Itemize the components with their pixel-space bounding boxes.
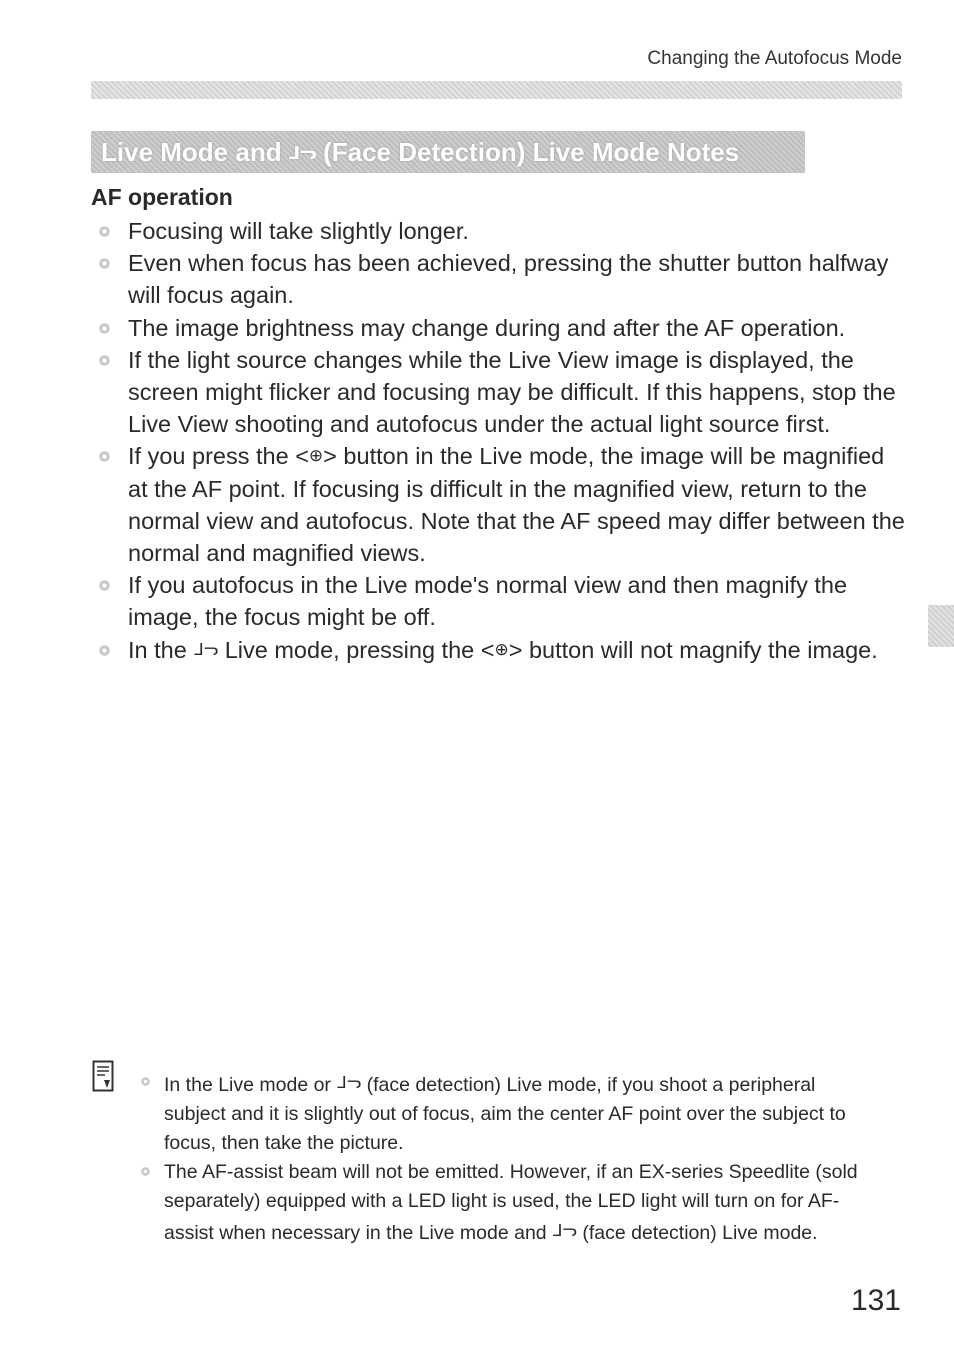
face-detection-icon: ᒧᓓ — [552, 1221, 577, 1240]
af-operation-list — [91, 215, 906, 666]
bullet-icon — [99, 323, 110, 334]
note-text: (face detection) Live mode. — [576, 1222, 818, 1244]
section-title-prefix: Live Mode and — [101, 137, 289, 167]
list-item-text: In the — [128, 636, 194, 663]
note-item — [135, 1158, 875, 1248]
list-item-text: If you autofocus in the Live mode's normal view and then magnify the image, the focus might be off. — [128, 572, 848, 631]
list-item — [91, 569, 906, 633]
face-detection-icon: ᒧᓓ — [336, 1073, 362, 1092]
list-item-text: > button will not magnify the image. — [508, 636, 878, 663]
note-text: The AF-assist beam will not be emitted. However, if an EX-series Speedlite (sold separately) equipped with a LED light is used, the LED light will turn on for AF-assist when necessary in the Live mode and — [164, 1161, 858, 1244]
section-title-suffix: (Face Detection) Live Mode Notes — [315, 137, 740, 167]
list-item-text: If the light source changes while the Live View image is displayed, the screen might flicker and focusing may be difficult. If this happens, stop the Live View shooting and autofocus under the actual light source first. — [128, 346, 896, 438]
list-item — [91, 312, 906, 344]
bullet-icon — [141, 1077, 150, 1086]
notes-list — [135, 1068, 875, 1248]
list-item — [91, 634, 906, 666]
list-item — [91, 440, 906, 569]
running-header: Changing the Autofocus Mode — [647, 48, 902, 69]
note-icon — [92, 1060, 114, 1092]
list-item — [91, 344, 906, 441]
bullet-icon — [99, 258, 110, 269]
list-item-text: Focusing will take slightly longer. — [128, 218, 469, 244]
list-item-text: The image brightness may change during and after the AF operation. — [128, 314, 846, 341]
list-item — [91, 215, 906, 247]
header-band — [91, 81, 902, 99]
face-detection-icon: ᒧᓓ — [288, 143, 316, 163]
section-title — [91, 131, 805, 173]
note-item — [135, 1068, 875, 1158]
face-detection-icon: ᒧᓓ — [193, 639, 219, 659]
magnify-icon: ⊕ — [494, 639, 509, 659]
list-item-text: Live mode, pressing the < — [218, 636, 495, 663]
bullet-icon — [99, 451, 110, 462]
af-operation-heading: AF operation — [91, 184, 233, 210]
list-item — [91, 247, 906, 311]
bullet-icon — [99, 226, 110, 237]
chapter-tab — [928, 605, 954, 647]
bullet-icon — [99, 355, 110, 366]
list-item-text: If you press the < — [128, 443, 309, 470]
magnify-icon: ⊕ — [308, 446, 324, 466]
bullet-icon — [99, 645, 110, 656]
list-item-text: > button in the Live mode, the image will be magnified at the AF point. If focusing is difficult in the magnified view, return to the normal view and autofocus. Note that the AF speed may differ between the normal and magnified views. — [128, 443, 905, 567]
list-item-text: Even when focus has been achieved, pressing the shutter button halfway will focus again. — [128, 250, 889, 309]
note-text: (face detection) Live mode, if you shoot a peripheral subject and it is slightly out of focus, aim the center AF point over the subject to focus, then take the picture. — [164, 1074, 846, 1154]
note-text: In the Live mode or — [164, 1074, 337, 1096]
page-number: 131 — [850, 1284, 901, 1317]
bullet-icon — [99, 580, 110, 591]
bullet-icon — [141, 1167, 150, 1176]
